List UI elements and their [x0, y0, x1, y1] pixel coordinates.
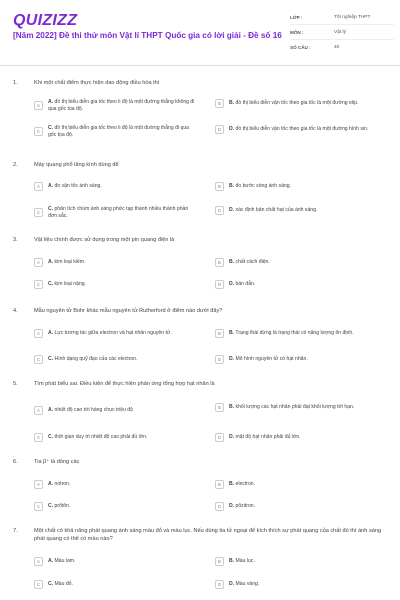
option-label: C.: [48, 434, 54, 441]
option-a[interactable]: [34, 99, 198, 113]
option-text: đồ thị biểu diễn vận tốc theo gia tốc là một đường hình sin.: [235, 126, 369, 133]
option-label: A.: [48, 481, 54, 488]
option-key-box: C: [34, 355, 43, 364]
meta-row-class: [290, 10, 394, 25]
question-text: Khi một chất điểm thực hiện dao động điều hòa thì: [34, 80, 160, 86]
option-d[interactable]: [215, 280, 379, 289]
option-label: D.: [229, 581, 235, 588]
option-text: pôzitron.: [235, 503, 256, 510]
option-key-box: D: [215, 433, 224, 442]
option-label: A.: [48, 99, 54, 105]
question-number: 1.: [13, 80, 18, 86]
option-key-box: A: [34, 258, 43, 267]
option-text: notron.: [54, 481, 71, 488]
option-label: D.: [229, 434, 235, 441]
option-key-box: B: [215, 182, 224, 191]
option-key-box: D: [215, 280, 224, 289]
meta-value: Tốt nghiệp THPT: [334, 14, 371, 20]
option-key-box: C: [34, 280, 43, 289]
option-a[interactable]: [34, 182, 198, 191]
option-c[interactable]: [34, 433, 198, 442]
meta-row-count: [290, 40, 394, 55]
option-label: B.: [229, 558, 235, 565]
option-key-box: A: [34, 101, 43, 110]
option-key-box: C: [34, 127, 43, 136]
question-text: Máy quang phổ lăng kính dùng để: [34, 162, 119, 168]
option-key-box: B: [215, 403, 224, 412]
option-d[interactable]: [215, 206, 379, 215]
option-key-box: C: [34, 208, 43, 217]
option-a[interactable]: [34, 480, 198, 489]
option-label: B.: [229, 404, 235, 411]
question-number: 7.: [13, 528, 18, 534]
option-a[interactable]: [34, 329, 198, 338]
option-label: B.: [229, 100, 235, 107]
option-key-box: A: [34, 329, 43, 338]
option-label: A.: [48, 407, 54, 414]
option-label: C.: [48, 125, 54, 131]
option-c[interactable]: [34, 206, 198, 220]
option-key-box: B: [215, 480, 224, 489]
option-a[interactable]: [34, 406, 198, 415]
option-key-box: A: [34, 182, 43, 191]
option-c[interactable]: [34, 125, 198, 139]
question-text: Vật liệu chính được sử dụng trong một pin quang điện là: [34, 237, 175, 243]
option-d[interactable]: [215, 355, 379, 364]
option-key-box: A: [34, 406, 43, 415]
option-c[interactable]: [34, 502, 198, 511]
option-key-box: D: [215, 580, 224, 589]
option-text: chất cách điện.: [235, 259, 270, 266]
option-key-box: C: [34, 580, 43, 589]
option-c[interactable]: [34, 355, 198, 364]
option-label: C.: [48, 503, 54, 510]
option-label: B.: [229, 330, 235, 337]
option-label: C.: [48, 581, 54, 588]
option-label: D.: [229, 503, 235, 510]
question-number: 4.: [13, 308, 18, 314]
option-b[interactable]: [215, 182, 379, 191]
option-c[interactable]: [34, 280, 198, 289]
option-a[interactable]: [34, 557, 198, 566]
option-label: B.: [229, 481, 235, 488]
question-number: 2.: [13, 162, 18, 168]
option-key-box: B: [215, 258, 224, 267]
option-b[interactable]: [215, 557, 379, 566]
meta-value: Vật lý: [334, 29, 346, 35]
document-title: [Năm 2022] Đề thi thử môn Vật lí THPT Quốc gia có lời giải - Đề số 16: [13, 31, 282, 40]
option-key-box: D: [215, 125, 224, 134]
option-text: Màu vàng.: [235, 581, 260, 588]
option-text: xác định bản chất hạt của ánh sáng.: [235, 207, 318, 214]
option-text: đo bước sóng ánh sáng.: [235, 183, 291, 190]
option-text: electron.: [235, 481, 256, 488]
quizizz-logo[interactable]: QUIZIZZ: [13, 12, 78, 29]
option-text: phân tích chùm ánh sáng phức tạp thành nhiều thành phần đơn sắc.: [48, 206, 189, 219]
option-b[interactable]: [215, 403, 379, 412]
question-number: 6.: [13, 459, 18, 465]
option-a[interactable]: [34, 258, 198, 267]
question-number: 3.: [13, 237, 18, 243]
option-text: Màu đỏ.: [54, 581, 73, 588]
option-label: C.: [48, 206, 54, 212]
option-label: D.: [229, 126, 235, 133]
option-d[interactable]: [215, 502, 379, 511]
option-text: Hình dạng quỹ đạo của các electron.: [54, 356, 138, 363]
meta-table: [290, 10, 394, 55]
meta-label: SỐ CÂU :: [290, 45, 311, 50]
option-b[interactable]: [215, 329, 379, 338]
option-key-box: A: [34, 557, 43, 566]
option-label: D.: [229, 207, 235, 214]
option-key-box: C: [34, 502, 43, 511]
option-label: C.: [48, 356, 54, 363]
option-text: thời gian duy trì nhiệt độ cao phải đủ lớn.: [54, 434, 148, 441]
option-key-box: D: [215, 355, 224, 364]
option-text: prôtôn.: [54, 503, 71, 510]
option-key-box: B: [215, 557, 224, 566]
option-label: A.: [48, 558, 54, 565]
option-key-box: B: [215, 329, 224, 338]
option-d[interactable]: [215, 125, 379, 134]
option-label: C.: [48, 281, 54, 288]
option-label: A.: [48, 259, 54, 266]
option-text: kim loại nặng.: [54, 281, 86, 288]
option-key-box: B: [215, 99, 224, 108]
option-key-box: D: [215, 206, 224, 215]
option-label: A.: [48, 183, 54, 190]
option-text: đồ thị biểu diễn vận tốc theo gia tốc là một đường elip.: [235, 100, 359, 107]
option-text: Màu lam.: [54, 558, 76, 565]
meta-label: LỚP :: [290, 14, 303, 20]
option-text: Trạng thái dừng là trạng thái có năng lượng ổn định.: [235, 330, 354, 337]
question-number: 5.: [13, 381, 18, 387]
meta-row-subject: [290, 25, 394, 40]
option-text: đo vận tốc ánh sáng.: [54, 183, 102, 190]
option-text: nhiệt độ cao tới hàng chục triệu độ: [54, 407, 133, 414]
option-text: bán dẫn.: [235, 281, 256, 288]
option-text: đồ thị biểu diễn gia tốc theo li độ là một đường thẳng đi qua gốc tọa độ.: [48, 125, 189, 138]
option-text: mật độ hạt nhân phải đủ lớn.: [235, 434, 301, 441]
option-text: kim loại kiềm.: [54, 259, 86, 266]
option-text: khối lượng các hạt nhân phải đạt khối lượng tới hạn.: [235, 404, 355, 411]
option-text: Màu lục.: [235, 558, 255, 565]
question-text: Một chất có khả năng phát quang ánh sáng màu đỏ và màu lục. Nếu dùng tia tử ngoại để kích thích sự phát quang của chất đó thì ánh sáng phát quang có thể có màu nào?: [34, 528, 382, 542]
question-text: Mẫu nguyên tử Bohr khác mẫu nguyên tử Rutherford ở điểm nào dưới đây?: [34, 308, 223, 314]
option-label: A.: [48, 330, 54, 337]
option-label: D.: [229, 281, 235, 288]
option-text: Mô hình nguyên tử có hạt nhân.: [235, 356, 308, 363]
option-key-box: C: [34, 433, 43, 442]
question-text: Tia β⁺ là dòng các: [34, 459, 80, 465]
meta-value: 40: [334, 45, 340, 50]
option-b[interactable]: [215, 480, 379, 489]
option-text: Lực tương tác giữa electron và hạt nhân nguyên tử.: [54, 330, 172, 337]
option-b[interactable]: [215, 99, 379, 108]
option-key-box: D: [215, 502, 224, 511]
option-d[interactable]: [215, 580, 379, 589]
meta-label: MÔN :: [290, 29, 304, 35]
option-b[interactable]: [215, 258, 379, 267]
option-text: đồ thị biểu diễn gia tốc theo li độ là một đường thẳng không đi qua gốc tọa độ.: [48, 99, 195, 112]
option-c[interactable]: [34, 580, 198, 589]
header: [0, 0, 400, 66]
option-key-box: A: [34, 480, 43, 489]
option-label: D.: [229, 356, 235, 363]
question-text: Tìm phát biểu sai. Điều kiện để thực hiện phản ứng tổng hợp hạt nhân là: [34, 381, 215, 387]
option-label: B.: [229, 183, 235, 190]
option-d[interactable]: [215, 433, 379, 442]
option-label: B.: [229, 259, 235, 266]
